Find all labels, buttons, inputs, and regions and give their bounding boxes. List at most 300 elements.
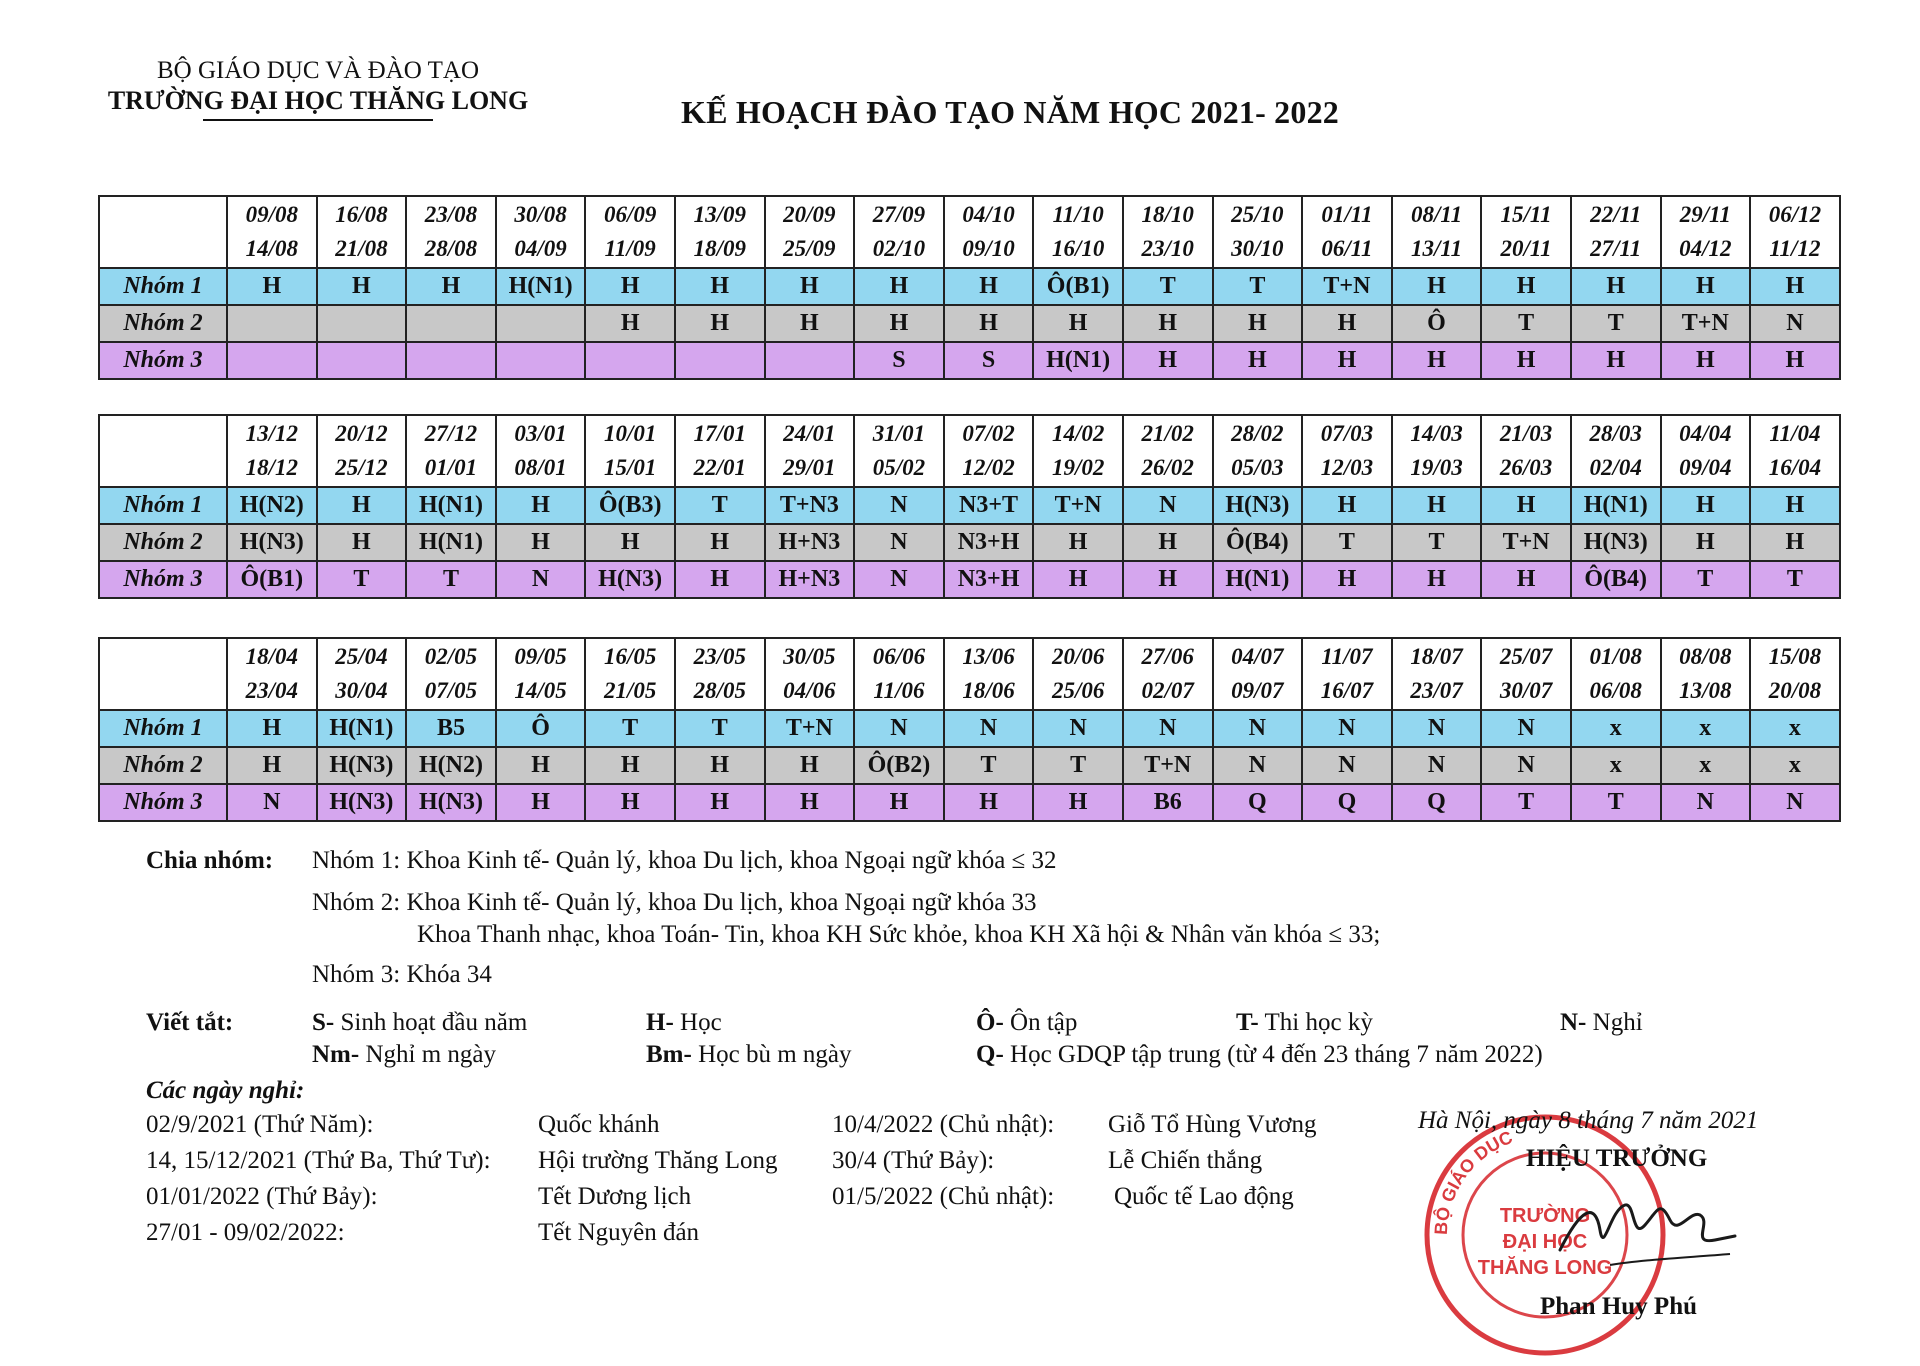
week-start: 13/12 (245, 421, 298, 446)
abbr-label: Viết tắt: (146, 1009, 234, 1036)
week-end: 20/11 (1500, 236, 1552, 261)
week-end: 19/02 (1051, 455, 1105, 480)
schedule-cell: T (1661, 561, 1751, 598)
week-header (1481, 415, 1571, 487)
abbr-n: N- Nghỉ (1560, 1009, 1643, 1036)
week-start: 20/12 (335, 421, 388, 446)
schedule-cell: Q (1302, 784, 1392, 821)
week-start: 04/04 (1679, 421, 1732, 446)
schedule-cell: T (1033, 747, 1123, 784)
week-start: 07/02 (962, 421, 1015, 446)
week-end: 26/03 (1499, 455, 1553, 480)
schedule-cell: H (1392, 268, 1482, 305)
week-end: 11/09 (604, 236, 656, 261)
schedule-cell: x (1661, 710, 1751, 747)
schedule-cell: H (585, 784, 675, 821)
group-row (99, 524, 1840, 561)
schedule-cell: T (944, 747, 1034, 784)
schedule-cell: H (317, 487, 407, 524)
holiday-date: 27/01 - 09/02/2022: (146, 1219, 345, 1246)
schedule-cell: N (1123, 710, 1213, 747)
week-start: 17/01 (693, 421, 746, 446)
week-end: 28/05 (693, 678, 746, 703)
schedule-cell: H (765, 747, 855, 784)
schedule-cell: N (1213, 747, 1303, 784)
schedule-cell: Ô(B4) (1213, 524, 1303, 561)
schedule-cell: H (854, 268, 944, 305)
week-end: 02/07 (1141, 678, 1194, 703)
week-start: 11/07 (1321, 644, 1373, 669)
schedule-cell: H (1661, 524, 1751, 561)
week-header (854, 415, 944, 487)
week-start: 14/02 (1051, 421, 1105, 446)
week-start: 09/05 (514, 644, 567, 669)
week-start: 23/08 (424, 202, 478, 227)
week-start: 31/01 (872, 421, 926, 446)
schedule-cell: H (944, 305, 1034, 342)
holiday-date: 01/01/2022 (Thứ Bảy): (146, 1183, 378, 1210)
schedule-cell: H (765, 305, 855, 342)
schedule-cell: T+N (1302, 268, 1392, 305)
schedule-cell (317, 305, 407, 342)
schedule-cell: H (1123, 342, 1213, 379)
schedule-cell: H (675, 561, 765, 598)
week-end: 19/03 (1410, 455, 1463, 480)
schedule-cell: H(N1) (406, 487, 496, 524)
schedule-cell: H (765, 784, 855, 821)
schedule-cell: H (675, 524, 765, 561)
holiday-date: 02/9/2021 (Thứ Năm): (146, 1111, 374, 1138)
week-start: 24/01 (783, 421, 836, 446)
week-start: 16/08 (335, 202, 388, 227)
holiday-date: 30/4 (Thứ Bảy): (832, 1147, 995, 1174)
week-start: 25/10 (1231, 202, 1284, 227)
schedule-cell: H (1033, 784, 1123, 821)
group3-desc: Nhóm 3: Khóa 34 (312, 961, 492, 988)
group2-desc: Nhóm 2: Khoa Kinh tế- Quản lý, khoa Du lịch, khoa Ngoại ngữ khóa 33 (312, 889, 1037, 916)
schedule-cell: S (944, 342, 1034, 379)
schedule-cell: N (1302, 710, 1392, 747)
svg-text:THĂNG LONG: THĂNG LONG (1477, 1257, 1613, 1279)
schedule-cell: N (854, 524, 944, 561)
week-start: 16/05 (603, 644, 657, 669)
schedule-table-1 (98, 195, 1841, 380)
schedule-cell: H(N1) (1571, 487, 1661, 524)
schedule-cell: H (1302, 342, 1392, 379)
week-start: 15/08 (1768, 644, 1822, 669)
schedule-cell: N (227, 784, 317, 821)
week-header (1302, 415, 1392, 487)
schedule-cell: H(N1) (1213, 561, 1303, 598)
week-header (1571, 196, 1661, 268)
week-start: 10/01 (603, 421, 657, 446)
week-end: 09/07 (1231, 678, 1284, 703)
week-header (854, 196, 944, 268)
group-row (99, 561, 1840, 598)
week-start: 20/09 (783, 202, 836, 227)
schedule-cell: Ô (496, 710, 586, 747)
group-row (99, 487, 1840, 524)
signing-date: Hà Nội, ngày 8 tháng 7 năm 2021 (1418, 1107, 1759, 1134)
schedule-cell: S (854, 342, 944, 379)
schedule-cell (406, 342, 496, 379)
holiday-name: Hội trường Thăng Long (538, 1147, 778, 1174)
schedule-cell (496, 342, 586, 379)
schedule-cell: H (1123, 305, 1213, 342)
week-end: 18/06 (962, 678, 1015, 703)
schedule-cell: N (1033, 710, 1123, 747)
schedule-cell: H (1661, 487, 1751, 524)
schedule-cell: x (1750, 747, 1840, 784)
schedule-table-2 (98, 414, 1841, 599)
holiday-name: Giỗ Tổ Hùng Vương (1108, 1111, 1317, 1138)
holiday-date: 14, 15/12/2021 (Thứ Ba, Thứ Tư): (146, 1147, 491, 1174)
week-start: 29/11 (1679, 202, 1731, 227)
schedule-cell: N (854, 710, 944, 747)
schedule-cell: N (1123, 487, 1213, 524)
holiday-name: Tết Dương lịch (538, 1183, 692, 1210)
schedule-cell: N (1392, 747, 1482, 784)
week-end: 07/05 (424, 678, 478, 703)
schedule-cell: H (317, 268, 407, 305)
week-end: 21/05 (603, 678, 657, 703)
schedule-cell: x (1571, 710, 1661, 747)
schedule-cell: H (227, 710, 317, 747)
week-header (317, 196, 407, 268)
group-row (99, 710, 1840, 747)
week-start: 08/11 (1410, 202, 1463, 227)
schedule-cell: H (1481, 561, 1571, 598)
week-header (1123, 196, 1213, 268)
schedule-cell: x (1571, 747, 1661, 784)
week-end: 02/10 (872, 236, 926, 261)
week-header (1481, 196, 1571, 268)
svg-text:TRƯỜNG: TRƯỜNG (1499, 1205, 1591, 1227)
schedule-cell: x (1750, 710, 1840, 747)
schedule-cell: H (1213, 342, 1303, 379)
abbr-h: H- Học (646, 1009, 722, 1036)
week-header (1661, 196, 1751, 268)
schedule-cell (765, 342, 855, 379)
week-header (675, 196, 765, 268)
group1-desc: Nhóm 1: Khoa Kinh tế- Quản lý, khoa Du lịch, khoa Ngoại ngữ khóa ≤ 32 (312, 847, 1057, 874)
week-end: 02/04 (1589, 455, 1642, 480)
group-name: Nhóm 2 (99, 524, 227, 561)
schedule-cell: H (1123, 561, 1213, 598)
week-end: 16/04 (1768, 455, 1822, 480)
holiday-name: Quốc khánh (538, 1111, 660, 1138)
week-header-row (99, 196, 1840, 268)
week-start: 18/04 (245, 644, 298, 669)
abbr-o: Ô- Ôn tập (976, 1009, 1078, 1036)
week-start: 06/06 (872, 644, 926, 669)
schedule-cell: H (585, 524, 675, 561)
schedule-cell: H (1213, 305, 1303, 342)
week-end: 14/08 (245, 236, 298, 261)
holidays-label: Các ngày nghỉ: (146, 1077, 305, 1104)
schedule-cell: H (585, 305, 675, 342)
schedule-cell: T+N (765, 710, 855, 747)
holiday-name: Quốc tế Lao động (1114, 1183, 1294, 1210)
schedule-cell (496, 305, 586, 342)
week-end: 09/10 (962, 236, 1015, 261)
week-start: 18/07 (1410, 644, 1463, 669)
schedule-cell: Ô(B3) (585, 487, 675, 524)
week-header (1033, 415, 1123, 487)
schedule-cell: T (1571, 305, 1661, 342)
schedule-cell: T (1481, 305, 1571, 342)
week-end: 04/09 (514, 236, 567, 261)
week-header (406, 415, 496, 487)
schedule-cell: T (675, 710, 765, 747)
week-end: 28/08 (424, 236, 478, 261)
header-corner (99, 196, 227, 268)
week-end: 13/11 (1410, 236, 1463, 261)
schedule-cell: H(N3) (1213, 487, 1303, 524)
group-name: Nhóm 3 (99, 342, 227, 379)
schedule-cell: H (944, 784, 1034, 821)
week-end: 27/11 (1590, 236, 1642, 261)
week-header (1750, 638, 1840, 710)
week-start: 06/12 (1768, 202, 1822, 227)
week-header (765, 638, 855, 710)
week-start: 22/11 (1590, 202, 1642, 227)
week-end: 25/09 (783, 236, 836, 261)
week-start: 13/06 (962, 644, 1015, 669)
week-start: 09/08 (245, 202, 298, 227)
week-header (944, 638, 1034, 710)
week-end: 15/01 (603, 455, 657, 480)
week-start: 02/05 (424, 644, 478, 669)
schedule-cell: H (1750, 342, 1840, 379)
schedule-cell: H (1392, 487, 1482, 524)
group-row (99, 747, 1840, 784)
week-start: 25/04 (335, 644, 388, 669)
schedule-cell: N (1302, 747, 1392, 784)
week-end: 06/11 (1321, 236, 1373, 261)
schedule-cell: H (496, 487, 586, 524)
week-header (227, 415, 317, 487)
week-header (227, 638, 317, 710)
week-header (406, 196, 496, 268)
schedule-cell (227, 342, 317, 379)
schedule-cell: H(N2) (227, 487, 317, 524)
week-header (675, 415, 765, 487)
week-end: 11/12 (1769, 236, 1821, 261)
week-header (1033, 196, 1123, 268)
schedule-cell: N3+T (944, 487, 1034, 524)
schedule-cell: H (1033, 305, 1123, 342)
week-header (585, 638, 675, 710)
schedule-cell: H (1661, 342, 1751, 379)
week-start: 21/03 (1499, 421, 1553, 446)
schedule-cell: Q (1213, 784, 1303, 821)
holiday-date: 01/5/2022 (Chủ nhật): (832, 1183, 1055, 1210)
abbr-bm: Bm- Học bù m ngày (646, 1041, 852, 1068)
week-start: 20/06 (1051, 644, 1105, 669)
schedule-cell: H (1033, 561, 1123, 598)
schedule-cell: T+N (1123, 747, 1213, 784)
signer-name: Phan Huy Phú (1540, 1293, 1698, 1320)
week-start: 01/08 (1589, 644, 1642, 669)
org-header (98, 56, 538, 121)
schedule-cell: H (1750, 524, 1840, 561)
schedule-cell: H (317, 524, 407, 561)
week-end: 30/07 (1499, 678, 1553, 703)
week-header (496, 638, 586, 710)
group-row (99, 342, 1840, 379)
schedule-cell: H (675, 784, 765, 821)
schedule-cell: Ô(B4) (1571, 561, 1661, 598)
schedule-cell: B6 (1123, 784, 1213, 821)
schedule-cell: N (1481, 710, 1571, 747)
schedule-cell: H (1302, 561, 1392, 598)
week-header (944, 196, 1034, 268)
abbr-s: S- Sinh hoạt đầu năm (312, 1009, 528, 1036)
week-start: 01/11 (1321, 202, 1373, 227)
week-start: 23/05 (693, 644, 746, 669)
week-header (496, 415, 586, 487)
handwritten-signature (1540, 1170, 1740, 1290)
stamp-ring-text: BỘ GIÁO DỤC (1430, 1127, 1516, 1236)
group-row (99, 305, 1840, 342)
schedule-cell: H (1571, 342, 1661, 379)
week-start: 15/11 (1500, 202, 1552, 227)
schedule-cell: H (1392, 561, 1482, 598)
week-header (765, 196, 855, 268)
group-name: Nhóm 3 (99, 561, 227, 598)
schedule-cell: N (1481, 747, 1571, 784)
schedule-cell: H (675, 747, 765, 784)
week-end: 25/06 (1051, 678, 1105, 703)
header-rule (203, 119, 433, 121)
week-end: 06/08 (1589, 678, 1642, 703)
schedule-cell: N (496, 561, 586, 598)
abbr-t: T- Thi học kỳ (1236, 1009, 1373, 1036)
schedule-cell: H (1302, 305, 1392, 342)
week-end: 22/01 (693, 455, 746, 480)
ministry-name: BỘ GIÁO DỤC VÀ ĐÀO TẠO (157, 57, 479, 84)
week-end: 21/08 (335, 236, 388, 261)
schedule-cell: N (854, 561, 944, 598)
week-header (1302, 638, 1392, 710)
week-header (1571, 638, 1661, 710)
schedule-cell: N (1750, 305, 1840, 342)
group-name: Nhóm 1 (99, 487, 227, 524)
schedule-cell: Ô(B1) (1033, 268, 1123, 305)
schedule-cell (675, 342, 765, 379)
document-title: KẾ HOẠCH ĐÀO TẠO NĂM HỌC 2021- 2022 (681, 94, 1339, 130)
schedule-cell: H(N1) (496, 268, 586, 305)
week-header (585, 196, 675, 268)
week-header (317, 638, 407, 710)
schedule-cell: H (496, 784, 586, 821)
schedule-cell: H+N3 (765, 561, 855, 598)
schedule-cell: T (406, 561, 496, 598)
schedule-cell (227, 305, 317, 342)
schedule-cell: N (854, 487, 944, 524)
schedule-table-3 (98, 637, 1841, 822)
week-end: 12/03 (1320, 455, 1374, 480)
week-start: 08/08 (1679, 644, 1732, 669)
week-end: 13/08 (1679, 678, 1732, 703)
week-start: 06/09 (603, 202, 657, 227)
week-start: 11/10 (1052, 202, 1104, 227)
schedule-cell: H (1123, 524, 1213, 561)
week-start: 13/09 (693, 202, 746, 227)
holiday-name: Lễ Chiến thắng (1108, 1147, 1263, 1174)
schedule-cell: Ô(B2) (854, 747, 944, 784)
schedule-cell: H (227, 268, 317, 305)
group-name: Nhóm 1 (99, 710, 227, 747)
week-end: 04/06 (783, 678, 836, 703)
schedule-cell: H (675, 268, 765, 305)
week-end: 20/08 (1768, 678, 1822, 703)
schedule-cell: T (317, 561, 407, 598)
schedule-cell: H (1033, 524, 1123, 561)
week-start: 11/04 (1769, 421, 1821, 446)
week-header (1661, 415, 1751, 487)
schedule-cell: H (1481, 487, 1571, 524)
week-header (765, 415, 855, 487)
schedule-cell: N (1213, 710, 1303, 747)
schedule-cell: T (1481, 784, 1571, 821)
week-header (227, 196, 317, 268)
week-start: 03/01 (514, 421, 567, 446)
week-header (1392, 196, 1482, 268)
schedule-cell: H (1481, 342, 1571, 379)
schedule-cell (585, 342, 675, 379)
abbr-q: Q- Học GDQP tập trung (từ 4 đến 23 tháng 7 năm 2022) (976, 1041, 1543, 1068)
groups-label: Chia nhóm: (146, 847, 274, 874)
schedule-cell: T (1302, 524, 1392, 561)
schedule-cell: H (854, 305, 944, 342)
university-name: TRƯỜNG ĐẠI HỌC THĂNG LONG (107, 86, 529, 115)
schedule-cell: H(N3) (406, 784, 496, 821)
schedule-cell: H (1661, 268, 1751, 305)
schedule-cell: H(N1) (406, 524, 496, 561)
week-end: 25/12 (335, 455, 388, 480)
week-header (1392, 638, 1482, 710)
week-end: 23/04 (245, 678, 298, 703)
week-end: 14/05 (514, 678, 567, 703)
week-end: 30/04 (335, 678, 388, 703)
schedule-cell: H(N3) (1571, 524, 1661, 561)
schedule-cell: H (1302, 487, 1392, 524)
week-end: 09/04 (1679, 455, 1732, 480)
week-end: 18/12 (245, 455, 298, 480)
group-row (99, 784, 1840, 821)
week-start: 14/03 (1410, 421, 1463, 446)
schedule-cell: H (944, 268, 1034, 305)
week-end: 16/07 (1320, 678, 1374, 703)
svg-text:ĐẠI HỌC: ĐẠI HỌC (1502, 1231, 1588, 1253)
week-header (406, 638, 496, 710)
holiday-name: Tết Nguyên đán (538, 1219, 700, 1246)
schedule-cell (317, 342, 407, 379)
schedule-cell: H (585, 747, 675, 784)
week-end: 26/02 (1141, 455, 1194, 480)
schedule-cell: N (1661, 784, 1751, 821)
schedule-cell: H(N3) (317, 747, 407, 784)
week-header (1750, 415, 1840, 487)
schedule-cell: H (585, 268, 675, 305)
week-start: 30/05 (783, 644, 836, 669)
header-corner (99, 415, 227, 487)
week-start: 28/02 (1231, 421, 1284, 446)
week-header (317, 415, 407, 487)
week-header (1213, 196, 1303, 268)
